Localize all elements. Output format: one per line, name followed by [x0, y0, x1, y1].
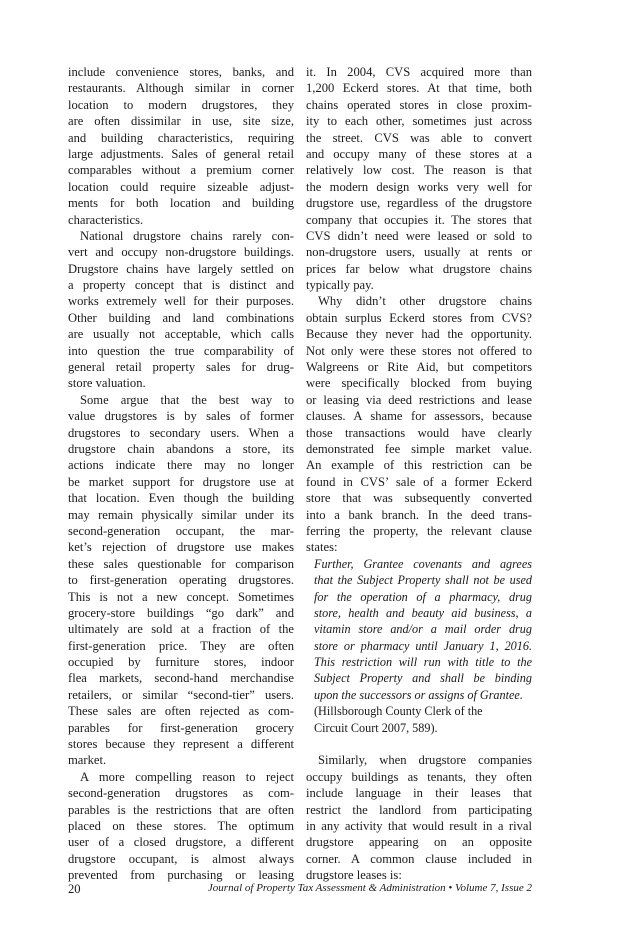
- citation-line: (Hillsborough County Clerk of the: [314, 704, 483, 719]
- text-line: value drugstores is by sales of former: [68, 409, 294, 424]
- text-line: market.: [68, 753, 107, 768]
- text-line: occupied by furniture stores, indoor: [68, 655, 294, 670]
- text-line: chains operated stores in close proxim-: [306, 97, 532, 112]
- page-number: 20: [68, 882, 81, 896]
- text-line: comparables without a premium corner: [68, 163, 294, 178]
- text-line: drugstore appearing on an opposite: [306, 835, 532, 850]
- text-line: ferring the property, the relevant clause: [306, 523, 532, 538]
- text-line: into question the true comparability of: [68, 343, 294, 358]
- text-line: corner. A common clause included in: [306, 851, 532, 866]
- quote-line: store or pharmacy until January 1, 2016.: [314, 638, 532, 653]
- text-line: parables is the restrictions that are often: [68, 802, 294, 817]
- text-line: Some argue that the best way to: [80, 392, 294, 407]
- text-line: and occupy many of these stores at a: [306, 146, 532, 161]
- text-line: a property concept that is distinct and: [68, 278, 294, 293]
- quote-line: that the Subject Property shall not be used: [314, 573, 532, 588]
- quote-line: Further, Grantee covenants and agrees: [314, 556, 532, 571]
- text-line: demonstrated fee simple market value.: [306, 441, 532, 456]
- text-line: be market support for drugstore use at: [68, 474, 294, 489]
- text-line: store that was subsequently converted: [306, 491, 532, 506]
- text-line: or leasing via deed restrictions and lease: [306, 392, 532, 407]
- text-line: that location. Even though the building: [68, 491, 294, 506]
- text-line: Similarly, when drugstore companies: [318, 753, 532, 768]
- paragraph-gap: [306, 736, 532, 752]
- text-line: These sales are often rejected as com-: [68, 704, 294, 719]
- text-line: ultimately are sold at a fraction of the: [68, 622, 294, 637]
- text-line: in any activity that would result in a rival: [306, 818, 532, 833]
- text-line: A more compelling reason to reject: [80, 769, 294, 784]
- text-line: were specifically blocked from buying: [306, 376, 532, 391]
- text-line: location to modern drugstores, they: [68, 97, 294, 112]
- text-line: prevented from purchasing or leasing: [68, 868, 294, 883]
- text-line: the street. CVS was able to convert: [306, 130, 532, 145]
- text-line: are often dissimilar in use, site size,: [68, 114, 294, 129]
- text-line: include convenience stores, banks, and: [68, 65, 294, 79]
- text-line: CVS didn’t need were leased or sold to: [306, 228, 532, 243]
- text-line: works extremely well for their purposes.: [68, 294, 294, 309]
- text-line: clauses. A shame for assessors, because: [306, 409, 532, 424]
- text-line: Other building and land combinations: [68, 310, 294, 325]
- text-line: obtain surplus Eckerd stores from CVS?: [306, 310, 532, 325]
- text-line: include language in their leases that: [306, 786, 532, 801]
- text-line: location could require sizeable adjust-: [68, 179, 294, 194]
- text-line: drugstore leases is:: [306, 868, 402, 883]
- text-line: drugstore occupant, is almost always: [68, 851, 294, 866]
- text-line: Walgreens or Rite Aid, but competitors: [306, 360, 532, 375]
- citation-line: Circuit Court 2007, 589).: [314, 720, 438, 735]
- text-line: non-drugstore users, usually at rents or: [306, 245, 532, 260]
- text-line: are usually not acceptable, which calls: [68, 327, 294, 342]
- text-line: 1,200 Eckerd stores. At that time, both: [306, 81, 532, 96]
- text-line: parables for first-generation grocery: [68, 720, 294, 735]
- text-line: Not only were these stores not offered to: [306, 343, 532, 358]
- text-line: ity to each other, sometimes just across: [306, 114, 532, 129]
- text-line: company that occupies it. The stores that: [306, 212, 532, 227]
- text-line: user of a closed drugstore, a different: [68, 835, 294, 850]
- left-column: [68, 64, 294, 884]
- quote-line: vitamin store and/or a mail order drug: [314, 622, 532, 637]
- deed-quote: [306, 556, 532, 736]
- text-line: Why didn’t other drugstore chains: [318, 294, 532, 309]
- text-line: first-generation price. They are often: [68, 638, 294, 653]
- quote-line: upon the successors or assigns of Grantee.: [314, 687, 523, 702]
- text-line: it. In 2004, CVS acquired more than: [306, 65, 532, 79]
- text-line: drugstore use, regardless of the drugstore: [306, 196, 532, 211]
- text-line: Because they never had the opportunity.: [306, 327, 532, 342]
- text-line: grocery-store buildings “go dark” and: [68, 605, 294, 620]
- text-line: flea markets, second-hand merchandise: [68, 671, 294, 686]
- text-line: relatively low cost. The reason is that: [306, 163, 532, 178]
- text-line: states:: [306, 540, 338, 555]
- text-line: the modern design works very well for: [306, 179, 532, 194]
- text-line: drugstore chain abandons a store, its: [68, 441, 294, 456]
- text-line: second-generation drugstores as com-: [68, 786, 294, 801]
- text-line: ments for both location and building: [68, 196, 294, 211]
- text-line: and building characteristics, requiring: [68, 130, 294, 145]
- text-line: into a bank branch. In the deed trans-: [306, 507, 532, 522]
- text-line: store valuation.: [68, 376, 146, 391]
- text-line: This is not a new concept. Sometimes: [68, 589, 294, 604]
- quote-line: Subject Property and shall be binding: [314, 671, 532, 686]
- text-line: second-generation occupant, the mar-: [68, 523, 294, 538]
- text-line: An example of this restriction can be: [306, 458, 532, 473]
- text-line: restrict the landlord from participating: [306, 802, 532, 817]
- text-line: may remain physically similar under its: [68, 507, 294, 522]
- journal-title: Journal of Property Tax Assessment & Administration • Volume 7, Issue 2: [207, 882, 532, 894]
- text-line: placed on these stores. The optimum: [68, 818, 294, 833]
- quote-line: This restriction will run with title to the: [314, 655, 532, 670]
- quote-line: for the operation of a pharmacy, drug: [314, 589, 532, 604]
- text-line: occupy buildings as tenants, they often: [306, 769, 532, 784]
- text-line: retailers, or similar “second-tier” users.: [68, 687, 294, 702]
- text-line: to first-generation operating drugstores.: [68, 573, 294, 588]
- text-line: drugstores to secondary users. When a: [68, 425, 294, 440]
- text-line: prices far below what drugstore chains: [306, 261, 532, 276]
- text-line: restaurants. Although similar in corner: [68, 81, 294, 96]
- text-line: found in CVS’ sale of a former Eckerd: [306, 474, 532, 489]
- text-line: actions indicate there may no longer: [68, 458, 294, 473]
- text-line: large adjustments. Sales of general retail: [68, 146, 294, 161]
- text-line: those transactions would have clearly: [306, 425, 532, 440]
- text-line: general retail property sales for drug-: [68, 360, 294, 375]
- text-line: Drugstore chains have largely settled on: [68, 261, 294, 276]
- text-line: vert and occupy non-drugstore buildings.: [68, 245, 294, 260]
- quote-line: store, health and beauty aid business, a: [314, 605, 532, 620]
- text-line: ket’s rejection of drugstore use makes: [68, 540, 294, 555]
- text-line: stores because they represent a different: [68, 737, 294, 752]
- text-line: characteristics.: [68, 212, 144, 227]
- text-line: these sales questionable for comparison: [68, 556, 294, 571]
- text-line: National drugstore chains rarely con-: [80, 228, 294, 243]
- right-column: [306, 64, 532, 884]
- text-line: typically pay.: [306, 278, 374, 293]
